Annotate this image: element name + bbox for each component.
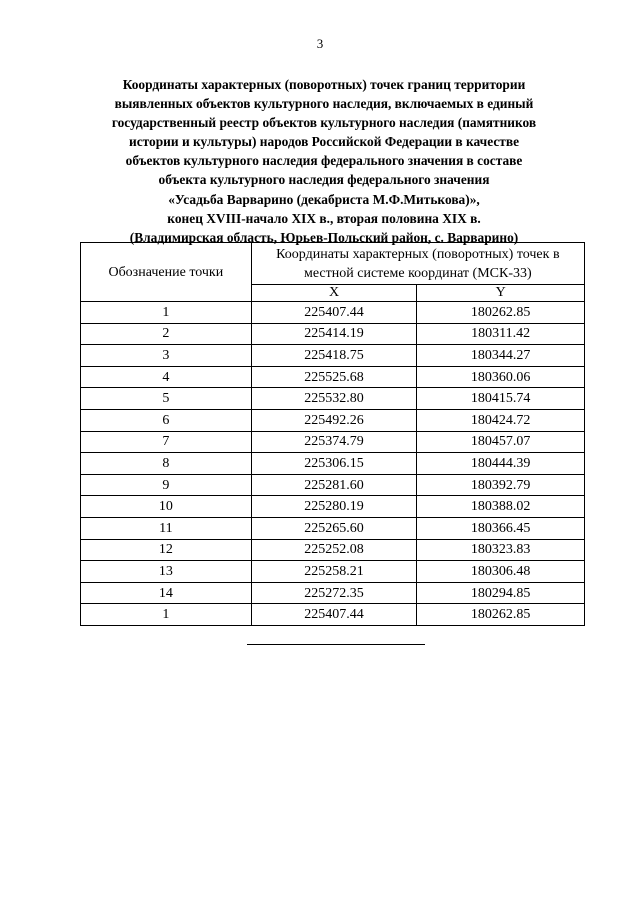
table-row bbox=[81, 582, 585, 604]
point-cell: 5 bbox=[81, 388, 252, 410]
y-cell: 180344.27 bbox=[417, 345, 585, 367]
point-cell: 1 bbox=[81, 604, 252, 626]
table-row bbox=[81, 496, 585, 518]
y-cell: 180424.72 bbox=[417, 409, 585, 431]
y-cell: 180294.85 bbox=[417, 582, 585, 604]
y-cell: 180262.85 bbox=[417, 302, 585, 324]
title-line: истории и культуры) народов Российской Федерации в качестве bbox=[128, 134, 520, 150]
point-cell: 6 bbox=[81, 409, 252, 431]
point-cell: 9 bbox=[81, 474, 252, 496]
x-cell: 225407.44 bbox=[251, 604, 417, 626]
y-cell: 180262.85 bbox=[417, 604, 585, 626]
y-cell: 180311.42 bbox=[417, 323, 585, 345]
x-cell: 225525.68 bbox=[251, 366, 417, 388]
point-cell: 11 bbox=[81, 517, 252, 539]
x-cell: 225492.26 bbox=[251, 409, 417, 431]
header-coordinates-line1: Координаты характерных (поворотных) точек в bbox=[276, 246, 560, 262]
x-cell: 225252.08 bbox=[251, 539, 417, 561]
point-cell: 8 bbox=[81, 453, 252, 475]
x-cell: 225418.75 bbox=[251, 345, 417, 367]
point-cell: 12 bbox=[81, 539, 252, 561]
point-cell: 1 bbox=[81, 302, 252, 324]
point-cell: 4 bbox=[81, 366, 252, 388]
table-row bbox=[81, 431, 585, 453]
table-row bbox=[81, 388, 585, 410]
table-row bbox=[81, 302, 585, 324]
y-cell: 180360.06 bbox=[417, 366, 585, 388]
title-line: конец XVIII-начало XIX в., вторая половина XIX в. bbox=[167, 210, 481, 226]
table-row bbox=[81, 474, 585, 496]
table-row bbox=[81, 539, 585, 561]
x-cell: 225532.80 bbox=[251, 388, 417, 410]
title-line: «Усадьба Варварино (декабриста М.Ф.Митькова)», bbox=[168, 191, 480, 207]
y-cell: 180366.45 bbox=[417, 517, 585, 539]
point-cell: 10 bbox=[81, 496, 252, 518]
coordinates-table bbox=[80, 242, 585, 626]
header-point-designation: Обозначение точки bbox=[81, 243, 252, 302]
title-line: выявленных объектов культурного наследия, включаемых в единый bbox=[114, 96, 534, 112]
x-cell: 225407.44 bbox=[251, 302, 417, 324]
table-row bbox=[81, 409, 585, 431]
point-cell: 14 bbox=[81, 582, 252, 604]
table-row bbox=[81, 366, 585, 388]
x-cell: 225414.19 bbox=[251, 323, 417, 345]
y-cell: 180444.39 bbox=[417, 453, 585, 475]
x-cell: 225306.15 bbox=[251, 453, 417, 475]
x-cell: 225281.60 bbox=[251, 474, 417, 496]
y-cell: 180457.07 bbox=[417, 431, 585, 453]
header-coordinates bbox=[251, 243, 584, 285]
footer-divider bbox=[247, 644, 425, 645]
y-cell: 180415.74 bbox=[417, 388, 585, 410]
x-cell: 225265.60 bbox=[251, 517, 417, 539]
header-y: Y bbox=[417, 285, 585, 302]
page-number: 3 bbox=[316, 36, 324, 51]
header-x: X bbox=[251, 285, 417, 302]
table-row bbox=[81, 323, 585, 345]
title-line: (Владимирская область, Юрьев-Польский район, с. Варварино) bbox=[129, 229, 519, 245]
x-cell: 225374.79 bbox=[251, 431, 417, 453]
x-cell: 225280.19 bbox=[251, 496, 417, 518]
title-line: объектов культурного наследия федерального значения в составе bbox=[125, 153, 523, 169]
y-cell: 180323.83 bbox=[417, 539, 585, 561]
point-cell: 3 bbox=[81, 345, 252, 367]
table-row bbox=[81, 561, 585, 583]
y-cell: 180388.02 bbox=[417, 496, 585, 518]
table-row bbox=[81, 453, 585, 475]
point-cell: 13 bbox=[81, 561, 252, 583]
table-row bbox=[81, 345, 585, 367]
table-row bbox=[81, 517, 585, 539]
document-title bbox=[60, 75, 588, 247]
x-cell: 225272.35 bbox=[251, 582, 417, 604]
title-line: государственный реестр объектов культурного наследия (памятников bbox=[111, 115, 537, 131]
x-cell: 225258.21 bbox=[251, 561, 417, 583]
title-line: Координаты характерных (поворотных) точек границ территории bbox=[122, 77, 526, 92]
title-line: объекта культурного наследия федерального значения bbox=[158, 172, 490, 188]
header-coordinates-line2: местной системе координат (МСК-33) bbox=[304, 265, 532, 281]
y-cell: 180306.48 bbox=[417, 561, 585, 583]
table-row bbox=[81, 604, 585, 626]
point-cell: 2 bbox=[81, 323, 252, 345]
y-cell: 180392.79 bbox=[417, 474, 585, 496]
point-cell: 7 bbox=[81, 431, 252, 453]
